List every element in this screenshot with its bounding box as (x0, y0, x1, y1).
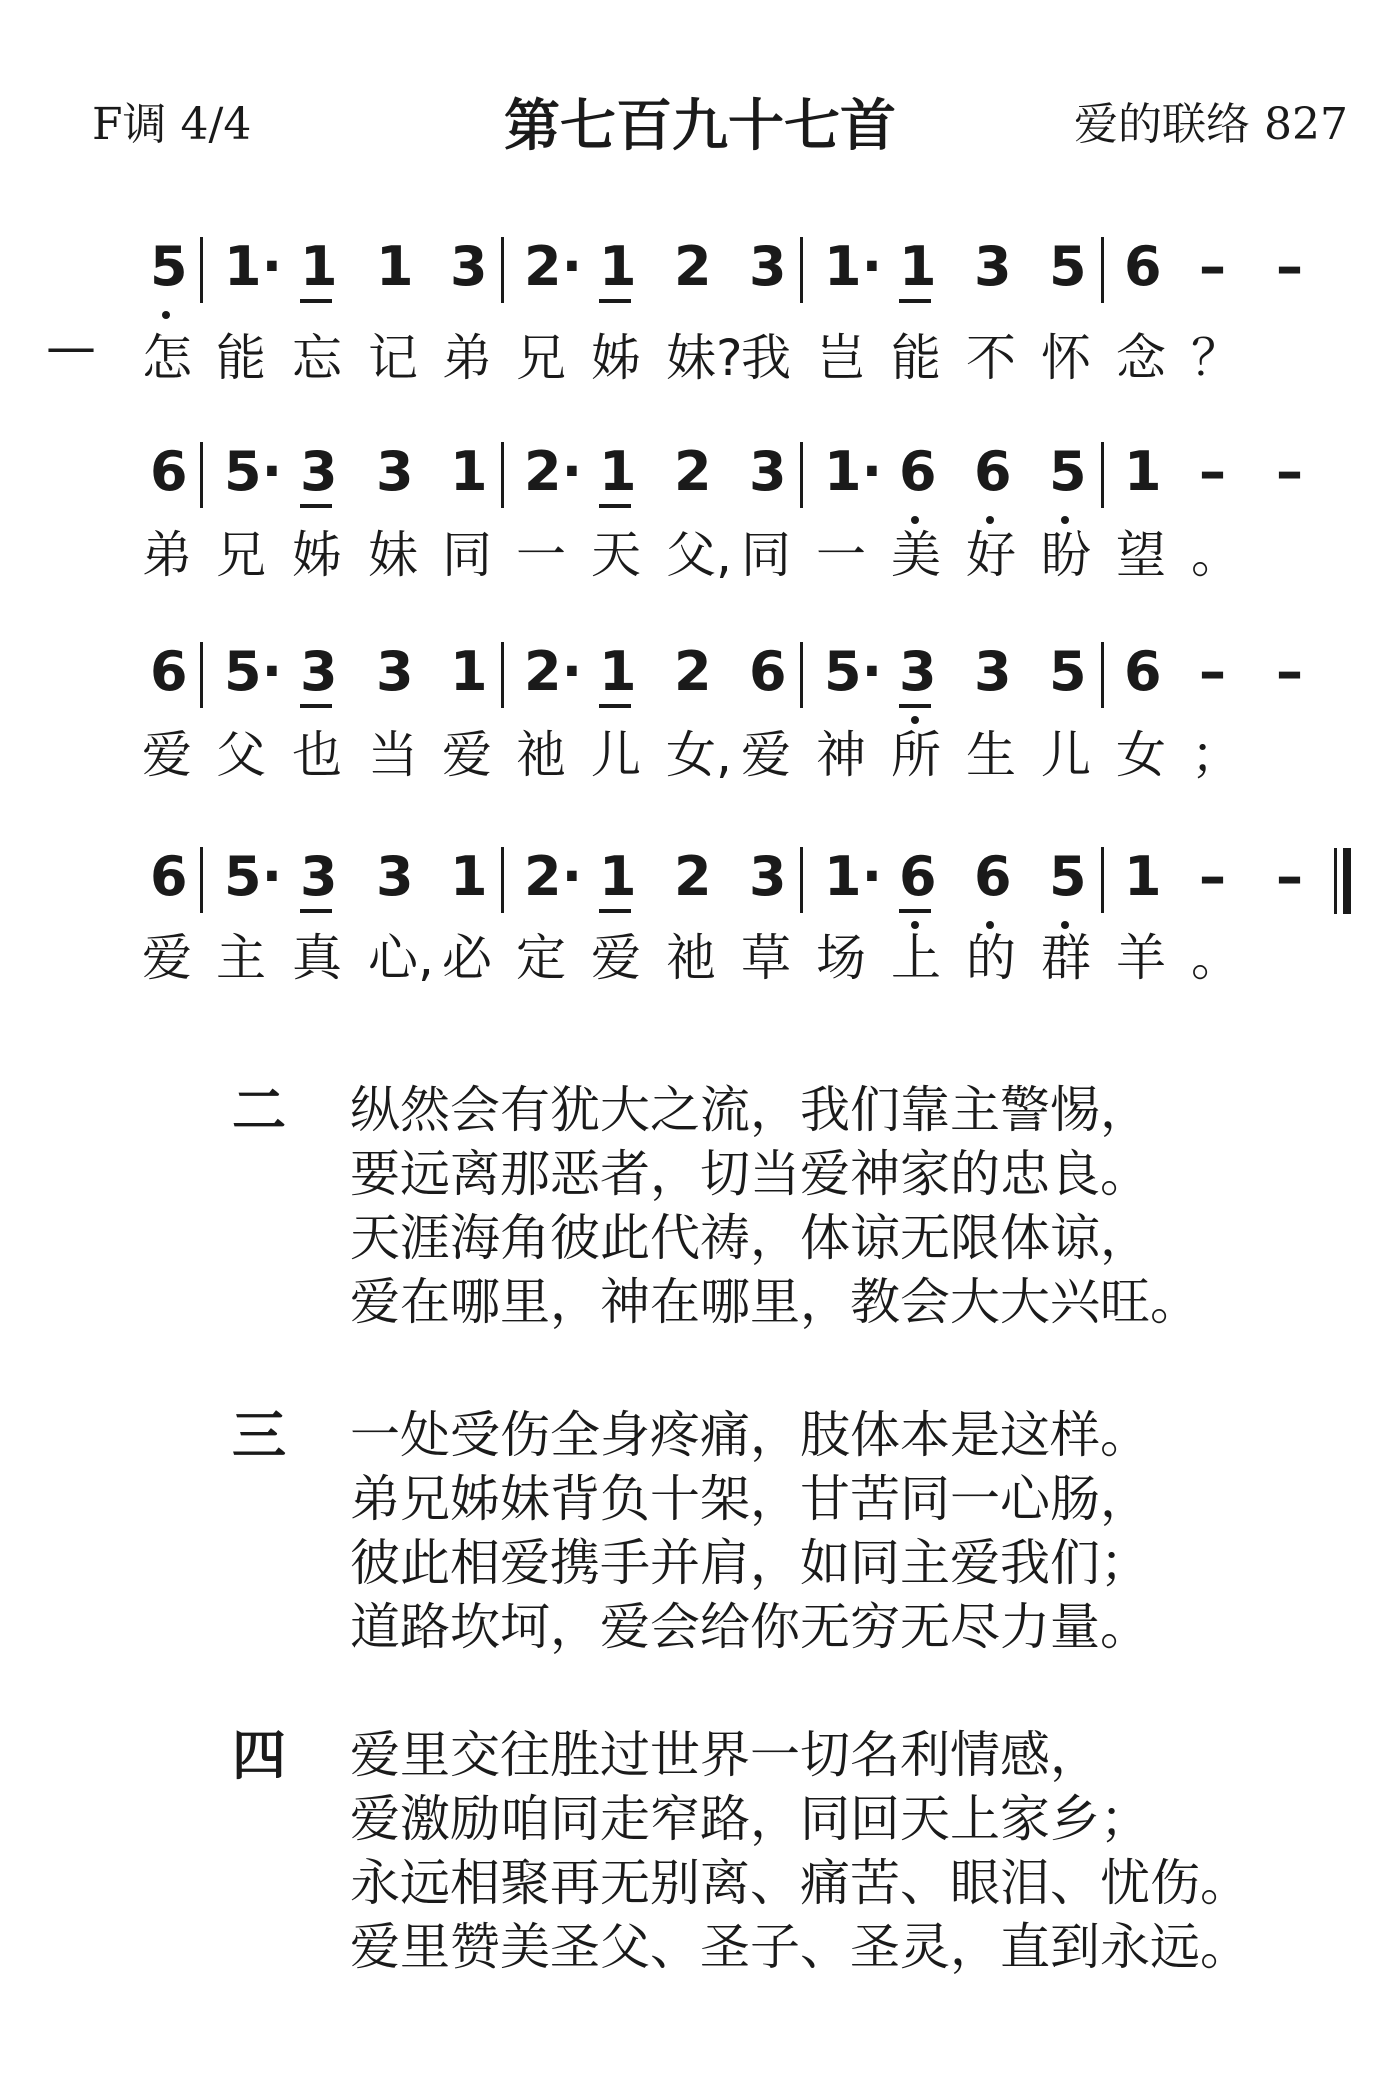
note: 2 (674, 845, 712, 908)
verse-number: 三 (232, 1404, 286, 1467)
note: 6 (899, 845, 937, 908)
lyric-syllable: 的 (966, 929, 1016, 987)
note: 1· (224, 235, 283, 298)
lyric-syllable: 弟 (442, 329, 492, 387)
lyric-syllable: 父 (216, 726, 266, 784)
lyric-syllable: ？ (1191, 329, 1241, 387)
lyric-syllable: 祂 (516, 726, 566, 784)
lyric-syllable: 场 (816, 929, 866, 987)
verse-line: 爱里交往胜过世界一切名利情感， (350, 1726, 1100, 1784)
lyric-syllable: 祂 (666, 929, 716, 987)
note: – (1199, 235, 1226, 298)
lyric-syllable: 弟 (142, 526, 192, 584)
lyric-syllable: 儿 (591, 726, 641, 784)
note: 5 (1049, 845, 1087, 908)
note: 6 (974, 845, 1012, 908)
final-barline-thick (1343, 848, 1351, 914)
note-underline (300, 909, 332, 913)
lyric-syllable: 必 (442, 929, 492, 987)
lyric-syllable: 女, (666, 726, 732, 784)
note: 5· (224, 440, 283, 503)
verse-number: 二 (232, 1079, 286, 1142)
lyric-syllable: 女 (1116, 726, 1166, 784)
note: 1 (599, 235, 637, 298)
note: 3 (974, 235, 1012, 298)
lyric-syllable: 生 (966, 726, 1016, 784)
note-underline (899, 704, 931, 708)
note-underline (599, 704, 631, 708)
barline (800, 442, 803, 508)
note: 2· (524, 640, 583, 703)
note-underline (300, 704, 332, 708)
lyric-syllable: 当 (368, 726, 418, 784)
note: 6 (974, 440, 1012, 503)
key-signature: F调 4/4 (92, 99, 252, 150)
note: 1· (824, 235, 883, 298)
barline (1101, 237, 1104, 303)
lyric-syllable: 一 (816, 526, 866, 584)
note: 6 (749, 640, 787, 703)
barline (800, 847, 803, 913)
note: 5· (824, 640, 883, 703)
lyric-syllable: 兄 (516, 329, 566, 387)
note: 1 (599, 440, 637, 503)
note: 6 (1124, 640, 1162, 703)
barline (501, 642, 504, 708)
lyric-syllable: 姊 (591, 329, 641, 387)
note: – (1199, 845, 1226, 908)
note: 2· (524, 235, 583, 298)
lyric-syllable: 儿 (1041, 726, 1091, 784)
note: 3 (300, 845, 338, 908)
note-underline (899, 909, 931, 913)
note: 6 (150, 640, 188, 703)
lyric-syllable: 妹 (368, 526, 418, 584)
verse-number: 四 (232, 1724, 286, 1787)
lyric-syllable: 。 (1191, 526, 1241, 584)
lyric-syllable: — (46, 318, 96, 376)
lyric-syllable: 盼 (1041, 526, 1091, 584)
note: 3 (899, 640, 937, 703)
lyric-syllable: 记 (368, 329, 418, 387)
note: 1· (824, 845, 883, 908)
lyric-syllable: 怎 (142, 329, 192, 387)
note: 6 (150, 845, 188, 908)
note: 2 (674, 640, 712, 703)
note: 1 (450, 440, 488, 503)
lyric-syllable: 爱 (142, 929, 192, 987)
note: – (1276, 640, 1303, 703)
lyric-syllable: 念 (1116, 329, 1166, 387)
note: 2· (524, 845, 583, 908)
barline (200, 442, 203, 508)
verse-line: 爱在哪里，神在哪里，教会大大兴旺。 (350, 1273, 1200, 1331)
note: 5 (1049, 235, 1087, 298)
note: 3 (300, 640, 338, 703)
barline (200, 847, 203, 913)
note: – (1276, 235, 1303, 298)
note: 6 (1124, 235, 1162, 298)
lyric-syllable: 所 (891, 726, 941, 784)
verse-line: 爱激励咱同走窄路，同回天上家乡； (350, 1790, 1150, 1848)
note: 5· (224, 845, 283, 908)
barline (501, 442, 504, 508)
note: 3 (376, 845, 414, 908)
lyric-syllable: 兄 (216, 526, 266, 584)
barline (1101, 442, 1104, 508)
note: 3 (749, 440, 787, 503)
lyric-syllable: 主 (216, 929, 266, 987)
lyric-syllable: 也 (292, 726, 342, 784)
note: 6 (150, 440, 188, 503)
barline (501, 237, 504, 303)
verse-line: 爱里赞美圣父、圣子、圣灵，直到永远。 (350, 1918, 1250, 1976)
note: 5 (150, 235, 188, 298)
note: 5 (1049, 440, 1087, 503)
barline (1101, 847, 1104, 913)
lyric-syllable: 定 (516, 929, 566, 987)
lyric-syllable: 同 (442, 526, 492, 584)
lyric-syllable: 好 (966, 526, 1016, 584)
jianpu-score (0, 0, 1400, 1000)
note: – (1276, 440, 1303, 503)
lyric-syllable: ； (1191, 726, 1241, 784)
note: 1 (1124, 440, 1162, 503)
note: 3 (749, 845, 787, 908)
note: 1· (824, 440, 883, 503)
barline (800, 237, 803, 303)
note: 1 (450, 640, 488, 703)
note: 1 (450, 845, 488, 908)
verse-line: 纵然会有犹大之流，我们靠主警惕， (350, 1081, 1150, 1139)
lyric-syllable: 爱 (591, 929, 641, 987)
note: 3 (749, 235, 787, 298)
lyric-syllable: 妹? (666, 329, 743, 387)
lyric-syllable: 天 (591, 526, 641, 584)
barline (800, 642, 803, 708)
verse-line: 一处受伤全身疼痛，肢体本是这样。 (350, 1406, 1150, 1464)
lyric-syllable: 父, (666, 526, 732, 584)
verse-line: 要远离那恶者，切当爱神家的忠良。 (350, 1145, 1150, 1203)
lyric-syllable: 望 (1116, 526, 1166, 584)
note-underline (599, 909, 631, 913)
lyric-syllable: 同 (741, 526, 791, 584)
note: 3 (376, 440, 414, 503)
note: 2 (674, 440, 712, 503)
verse-line: 天涯海角彼此代祷，体谅无限体谅， (350, 1209, 1150, 1267)
note: 1 (599, 845, 637, 908)
lyric-syllable: 怀 (1041, 329, 1091, 387)
note: 3 (974, 640, 1012, 703)
verse-line: 永远相聚再无别离、痛苦、眼泪、忧伤。 (350, 1854, 1250, 1912)
lyric-syllable: 忘 (292, 329, 342, 387)
lyric-syllable: 群 (1041, 929, 1091, 987)
note: 3 (300, 440, 338, 503)
lyric-syllable: 一 (516, 526, 566, 584)
verse-line: 道路坎坷，爱会给你无穷无尽力量。 (350, 1598, 1150, 1656)
note: 5· (224, 640, 283, 703)
lyric-syllable: 真 (292, 929, 342, 987)
note-underline (300, 504, 332, 508)
lyric-syllable: 爱 (741, 726, 791, 784)
lyric-syllable: 爱 (442, 726, 492, 784)
lyric-syllable: 草 (741, 929, 791, 987)
note: 6 (899, 440, 937, 503)
note: 1 (376, 235, 414, 298)
verse-line: 彼此相爱携手并肩，如同主爱我们； (350, 1534, 1150, 1592)
note: 1 (300, 235, 338, 298)
lyric-syllable: 上 (891, 929, 941, 987)
note: 5 (1049, 640, 1087, 703)
lyric-syllable: 不 (966, 329, 1016, 387)
lyric-syllable: 能 (216, 329, 266, 387)
lyric-syllable: 羊 (1116, 929, 1166, 987)
note: – (1276, 845, 1303, 908)
note-underline (899, 299, 931, 303)
hymn-reference: 爱的联络 827 (1074, 99, 1348, 150)
lyric-syllable: 岂 (816, 329, 866, 387)
barline (200, 237, 203, 303)
note: 1 (599, 640, 637, 703)
lyric-syllable: 能 (891, 329, 941, 387)
note: 1 (899, 235, 937, 298)
note-underline (300, 299, 332, 303)
lyric-syllable: 我 (741, 329, 791, 387)
note: 3 (450, 235, 488, 298)
lyric-syllable: 姊 (292, 526, 342, 584)
note-underline (599, 504, 631, 508)
final-barline-thin (1334, 848, 1337, 914)
lyric-syllable: 爱 (142, 726, 192, 784)
hymn-title: 第七百九十七首 (504, 94, 896, 159)
note: – (1199, 440, 1226, 503)
note: – (1199, 640, 1226, 703)
note-underline (599, 299, 631, 303)
note: 2· (524, 440, 583, 503)
barline (200, 642, 203, 708)
note: 2 (674, 235, 712, 298)
barline (501, 847, 504, 913)
lyric-syllable: 。 (1191, 929, 1241, 987)
barline (1101, 642, 1104, 708)
lyric-syllable: 心, (368, 929, 434, 987)
note: 3 (376, 640, 414, 703)
note: 1 (1124, 845, 1162, 908)
lyric-syllable: 美 (891, 526, 941, 584)
lyric-syllable: 神 (816, 726, 866, 784)
verse-line: 弟兄姊妹背负十架，甘苦同一心肠， (350, 1470, 1150, 1528)
